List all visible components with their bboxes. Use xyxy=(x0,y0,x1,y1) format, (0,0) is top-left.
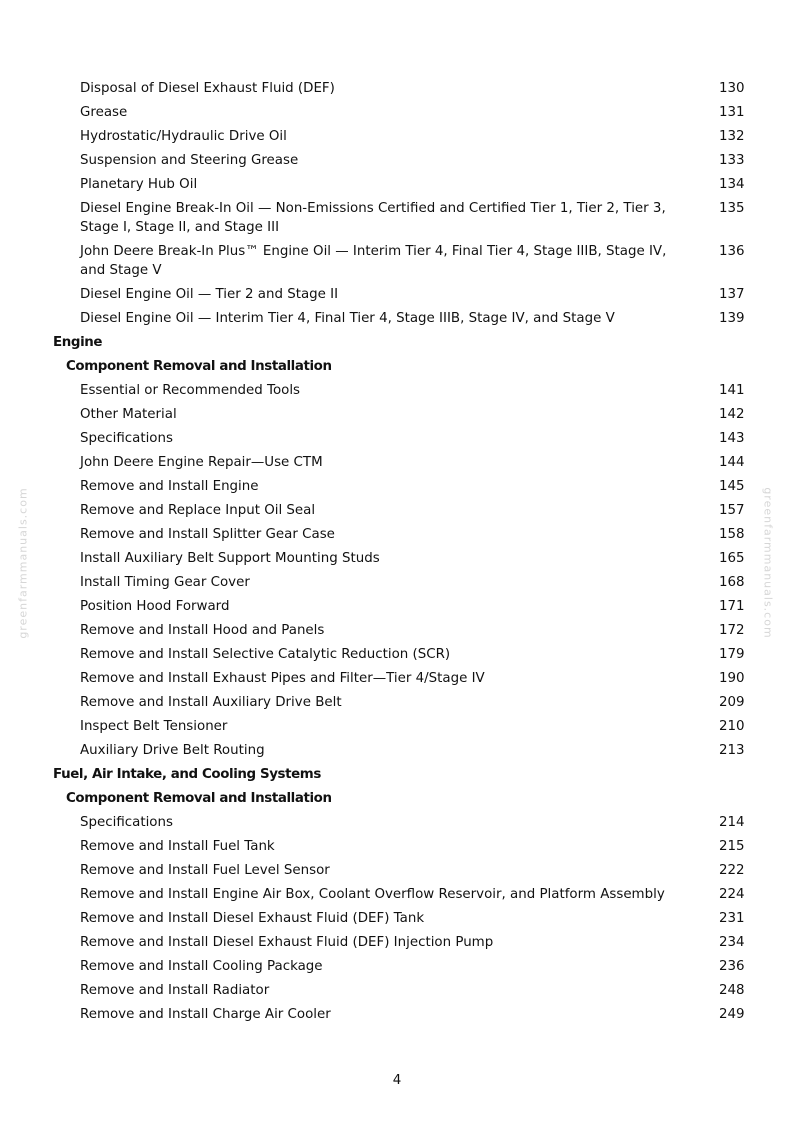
toc-entry-page: 157 xyxy=(719,502,745,518)
toc-entry[interactable] xyxy=(0,124,794,148)
toc-entry-title: Inspect Belt Tensioner xyxy=(80,718,228,734)
toc-entry[interactable] xyxy=(0,1002,794,1026)
subsection-title: Component Removal and Installation xyxy=(66,790,332,806)
toc-entry-page: 131 xyxy=(719,104,745,120)
toc-entry-page: 248 xyxy=(719,982,745,998)
toc-entry-title: Remove and Install Cooling Package xyxy=(80,958,323,974)
toc-entry-page: 135 xyxy=(719,200,745,216)
toc-entry-page: 222 xyxy=(719,862,745,878)
toc-entry-page: 134 xyxy=(719,176,745,192)
toc-entry-title: John Deere Break-In Plus™ Engine Oil — Interim Tier 4, Final Tier 4, Stage IIIB, Stage IV, and Stage V xyxy=(80,243,667,278)
toc-section-heading[interactable] xyxy=(0,762,794,786)
toc-entry-title: Remove and Install Diesel Exhaust Fluid (DEF) Tank xyxy=(80,910,425,926)
toc-entry[interactable] xyxy=(0,306,794,330)
subsection-title: Component Removal and Installation xyxy=(66,358,332,374)
toc-entry[interactable] xyxy=(0,546,794,570)
toc-entry-title: Disposal of Diesel Exhaust Fluid (DEF) xyxy=(80,80,335,96)
toc-entry-title: Essential or Recommended Tools xyxy=(80,382,301,398)
toc-entry-page: 172 xyxy=(719,622,745,638)
watermark-right: greenfarmmanuals.com xyxy=(761,487,775,639)
toc-entry-page: 158 xyxy=(719,526,745,542)
toc-subsection-heading[interactable] xyxy=(0,786,794,810)
toc-entry-title: Remove and Install Diesel Exhaust Fluid (DEF) Injection Pump xyxy=(80,934,494,950)
toc-entry-title: John Deere Engine Repair—Use CTM xyxy=(80,454,323,470)
toc-entry-page: 139 xyxy=(719,310,745,326)
toc-entry-title: Remove and Install Fuel Tank xyxy=(80,838,275,854)
toc-entry-title: Specifications xyxy=(80,430,173,446)
toc-entry-page: 171 xyxy=(719,598,745,614)
toc-entry-page: 136 xyxy=(719,243,745,259)
toc-entry-title: Remove and Install Engine Air Box, Coolant Overflow Reservoir, and Platform Assembly xyxy=(80,886,665,902)
toc-entry[interactable] xyxy=(0,810,794,834)
toc-entry[interactable] xyxy=(0,570,794,594)
toc-entry[interactable] xyxy=(0,594,794,618)
toc-entry[interactable] xyxy=(0,930,794,954)
toc-entry-page: 224 xyxy=(719,886,745,902)
toc-entry-title: Remove and Install Splitter Gear Case xyxy=(80,526,335,542)
toc-entry[interactable] xyxy=(0,834,794,858)
page-number: 4 xyxy=(392,1073,402,1088)
toc-entry-title: Remove and Install Selective Catalytic Reduction (SCR) xyxy=(80,646,451,662)
toc-entry-title: Auxiliary Drive Belt Routing xyxy=(80,742,265,758)
toc-entry[interactable] xyxy=(0,954,794,978)
toc-entry[interactable] xyxy=(0,738,794,762)
toc-entry[interactable] xyxy=(0,666,794,690)
toc-entry-page: 215 xyxy=(719,838,745,854)
toc-entry[interactable] xyxy=(0,426,794,450)
toc-entry[interactable] xyxy=(0,76,794,100)
toc-entry-title: Position Hood Forward xyxy=(80,598,230,614)
toc-entry-page: 209 xyxy=(719,694,745,710)
section-title: Engine xyxy=(53,334,103,350)
toc-entry-title: Other Material xyxy=(80,406,177,422)
toc-entry-title: Grease xyxy=(80,104,128,120)
toc-entry[interactable] xyxy=(0,196,794,239)
toc-entry-title: Remove and Install Fuel Level Sensor xyxy=(80,862,330,878)
toc-entry[interactable] xyxy=(0,858,794,882)
toc-entry-page: 249 xyxy=(719,1006,745,1022)
toc-entry-page: 133 xyxy=(719,152,745,168)
toc-entry-title: Planetary Hub Oil xyxy=(80,176,198,192)
toc-entry-title: Specifications xyxy=(80,814,173,830)
toc-entry[interactable] xyxy=(0,618,794,642)
toc-entry-page: 168 xyxy=(719,574,745,590)
toc-entry[interactable] xyxy=(0,172,794,196)
toc-entry[interactable] xyxy=(0,148,794,172)
toc-entry-title: Suspension and Steering Grease xyxy=(80,152,299,168)
toc-entry[interactable] xyxy=(0,906,794,930)
toc-entry-page: 142 xyxy=(719,406,745,422)
toc-entry-title: Diesel Engine Break-In Oil — Non-Emissions Certified and Certified Tier 1, Tier 2, Tier 3, Stage I, Stage II, and Stage III xyxy=(80,200,666,235)
toc-entry-title: Remove and Replace Input Oil Seal xyxy=(80,502,316,518)
toc-entry-title: Remove and Install Auxiliary Drive Belt xyxy=(80,694,342,710)
toc-entry-page: 210 xyxy=(719,718,745,734)
toc-entry[interactable] xyxy=(0,498,794,522)
toc-entry-title: Remove and Install Exhaust Pipes and Filter—Tier 4/Stage IV xyxy=(80,670,485,686)
toc-entry-title: Remove and Install Charge Air Cooler xyxy=(80,1006,331,1022)
toc-entry-page: 213 xyxy=(719,742,745,758)
section-title: Fuel, Air Intake, and Cooling Systems xyxy=(53,766,321,782)
toc-entry[interactable] xyxy=(0,402,794,426)
toc-entry-title: Diesel Engine Oil — Tier 2 and Stage II xyxy=(80,286,339,302)
toc-entry-page: 190 xyxy=(719,670,745,686)
toc-entry-page: 234 xyxy=(719,934,745,950)
toc-entry[interactable] xyxy=(0,100,794,124)
toc-entry[interactable] xyxy=(0,282,794,306)
toc-entry[interactable] xyxy=(0,378,794,402)
watermark-left: greenfarmmanuals.com xyxy=(16,487,30,639)
toc-entry-page: 137 xyxy=(719,286,745,302)
toc-entry[interactable] xyxy=(0,522,794,546)
toc-entry[interactable] xyxy=(0,474,794,498)
toc-entry-page: 144 xyxy=(719,454,745,470)
toc-entry-page: 132 xyxy=(719,128,745,144)
toc-entry-title: Remove and Install Hood and Panels xyxy=(80,622,325,638)
toc-entry-page: 214 xyxy=(719,814,745,830)
table-of-contents xyxy=(0,76,794,1026)
toc-entry-page: 145 xyxy=(719,478,745,494)
toc-entry[interactable] xyxy=(0,882,794,906)
toc-section-heading[interactable] xyxy=(0,330,794,354)
toc-entry-title: Diesel Engine Oil — Interim Tier 4, Final Tier 4, Stage IIIB, Stage IV, and Stage V xyxy=(80,310,615,326)
toc-entry-title: Install Timing Gear Cover xyxy=(80,574,250,590)
toc-entry-page: 141 xyxy=(719,382,745,398)
toc-entry-title: Remove and Install Engine xyxy=(80,478,259,494)
toc-entry[interactable] xyxy=(0,450,794,474)
toc-entry-page: 231 xyxy=(719,910,745,926)
toc-entry-title: Remove and Install Radiator xyxy=(80,982,270,998)
toc-entry[interactable] xyxy=(0,239,794,282)
toc-entry[interactable] xyxy=(0,690,794,714)
toc-subsection-heading[interactable] xyxy=(0,354,794,378)
toc-entry-page: 130 xyxy=(719,80,745,96)
toc-entry-page: 143 xyxy=(719,430,745,446)
toc-entry-title: Hydrostatic/Hydraulic Drive Oil xyxy=(80,128,287,144)
toc-entry-page: 165 xyxy=(719,550,745,566)
toc-entry[interactable] xyxy=(0,978,794,1002)
toc-entry[interactable] xyxy=(0,642,794,666)
toc-entry-page: 179 xyxy=(719,646,745,662)
toc-entry-page: 236 xyxy=(719,958,745,974)
toc-entry[interactable] xyxy=(0,714,794,738)
toc-entry-title: Install Auxiliary Belt Support Mounting Studs xyxy=(80,550,380,566)
